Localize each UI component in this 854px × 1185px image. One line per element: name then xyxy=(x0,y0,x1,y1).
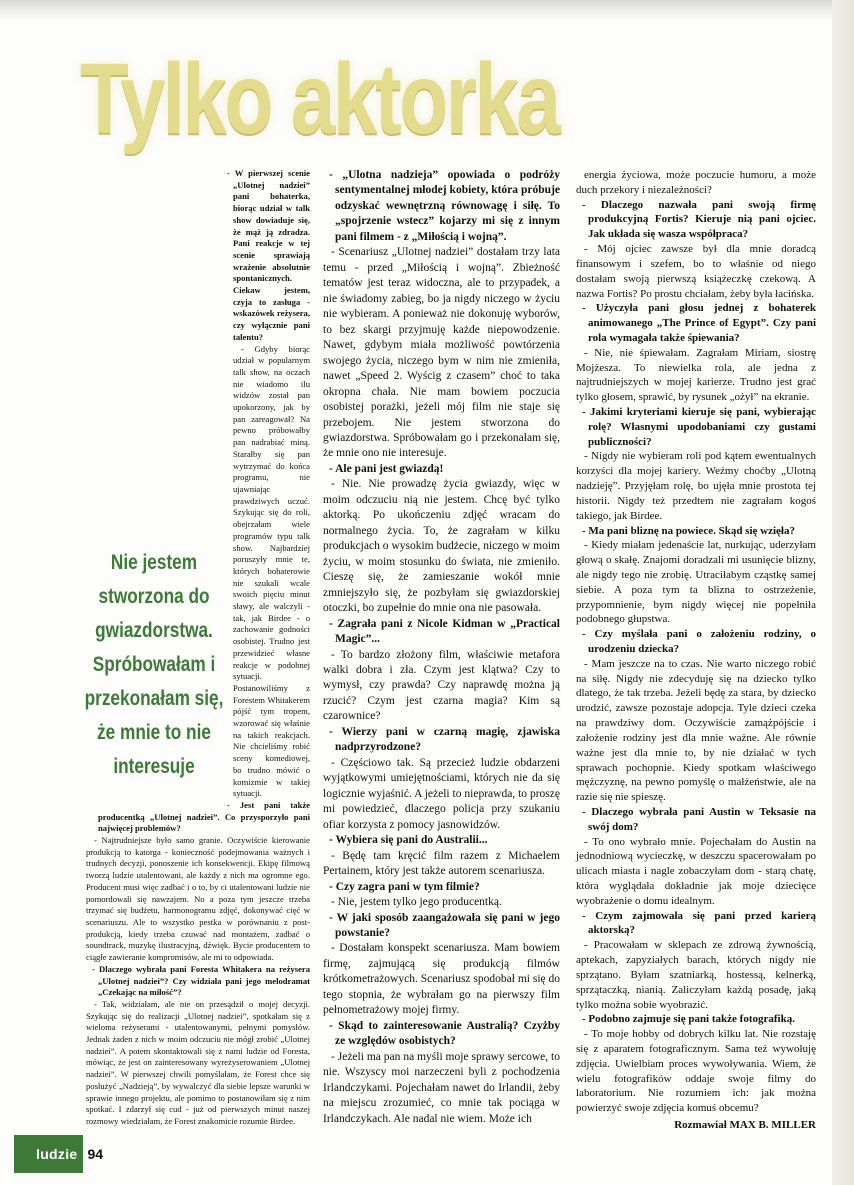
interview-answer: - Kiedy miałam jedenaście lat, nurkując, uderzyłam głową o skałę. Znajomi doradzali mi usunięcie blizny, ale nigdy tego nie zrobię. Utraciłabym cząstkę samej siebie. A poza tym ta blizna to ostrzeżenie, przypomnienie, bym nigdy więcej nie popełniła podobnego głupstwa. xyxy=(576,539,816,626)
interview-question: - Czy myślała pani o założeniu rodziny, o urodzeniu dziecka? xyxy=(582,628,816,655)
pull-quote xyxy=(71,546,229,796)
interview-question: - Dlaczego nazwała pani swoją firmę produkcyjną Fortis? Kieruje nią pani ojciec. Jak układa się wasza współpraca? xyxy=(582,198,816,241)
magazine-name: ludzie xyxy=(36,1146,78,1162)
interview-question: - Jakimi kryteriami kieruje się pani, wybierając rolę? Własnymi upodobaniami czy gustami publiczności? xyxy=(582,406,816,448)
interview-question: - Skąd to zainteresowanie Australią? Czyżby ze względów osobistych? xyxy=(329,1019,560,1048)
interview-question: - Dlaczego wybrała pani Foresta Whitakera na reżysera „Ulotnej nadziei”? Czy widziała pani jego melodramat „Czekając na miłość”? xyxy=(92,963,310,998)
interview-question: - Ale pani jest gwiazdą! xyxy=(329,462,444,475)
interview-question: - Zagrała pani z Nicole Kidman w „Practical Magic”... xyxy=(329,617,560,646)
interview-question: - Czym zajmowała się pani przed karierą aktorską? xyxy=(582,909,816,937)
magazine-logo xyxy=(14,1135,83,1173)
interview-answer: - Nie, jestem tylko jego producentką. xyxy=(331,896,502,909)
right-edge-photo-strip xyxy=(832,0,854,1185)
article-column-3 xyxy=(576,168,816,1133)
interview-question: - Użyczyła pani głosu jednej z bohaterek animowanego „The Prince of Egypt”. Czy pani rola wymagała także śpiewania? xyxy=(582,302,816,344)
page-footer xyxy=(14,1135,103,1173)
interview-answer: - Scenariusz „Ulotnej nadziei” dostałam trzy lata temu - przed „Miłością i wojną”. Zbieżność tematów jest teraz widoczna, ale to przypadek, a nie świadomy zabieg, bo ja nigdy niczego w życiu nie wybieram. A ponieważ nie dokonuję wyborów, to bez skargi przyjmuję każde niepowodzenie. Nawet, gdybym miała możliwość powtórzenia swojego życia, niczego bym w nim nie zmieniła, nawet „Speed 2. Wyścig z czasem” choć to taka okropna chała. Nie mam bowiem poczucia osobistej porażki, jeżeli mój film nie staje się przebojem. Nie jestem stworzona do gwiazdorstwa. Spróbowałam go i przekonałam się, że mnie ono nie interesuje. xyxy=(323,246,560,460)
interview-answer: - Tak, widziałam, ale nie on przesądził o mojej decyzji. Szykując się do realizacji „Ulotnej nadziei”, spotkałam się z wieloma reżyserami - utalentowanymi, pełnymi pomysłów. Jednak żaden z nich w moim odczuciu nie mógł zrobić „Ulotnej nadziei”. A potem skontaktowali się z nami ludzie od Foresta, mówiąc, że jest on zainteresowany wyreżyserowaniem „Ulotnej nadziei”. W pierwszej chwili pomyślałam, że Forest chce się posłużyć „Nadzieją”, by wywalczyć dla siebie lepsze warunki w sprawie innego projektu, ale pomimo to postanowiłam się z nim spotkać. I zdarzył się cud - już od pierwszych minut naszej rozmowy wiedziałam, że Forest znakomicie rozumie Birdee. xyxy=(86,998,310,1126)
article-column-2 xyxy=(323,168,560,1127)
interview-question: - Jest pani także producentką „Ulotnej nadziei”. Co przysporzyło pani najwięcej problemów? xyxy=(98,799,310,834)
interview-question: - Wierzy pani w czarną magię, zjawiska nadprzyrodzone? xyxy=(329,725,560,754)
interview-question: - Podobno zajmuje się pani także fotografiką. xyxy=(582,1013,795,1026)
interview-answer: - Mam jeszcze na to czas. Nie warto niczego robić na siłę. Nigdy nie zdecyduję się na dziecko tylko dlatego, że tak trzeba. Jeżeli będę za stara, by dziecko urodzić, zawsze pozostaje adopcja. Tyle dzieci czeka na prawdziwy dom. Oczywiście zamążpójście i założenie rodziny jest dla mnie ważne. Ale równie ważne jest dla mnie to, by nie działać w tych sprawach pochopnie. Kiedy spotkam właściwego mężczyznę, na pewno pomyślę o małżeństwie, ale na razie się nie spieszę. xyxy=(576,657,816,804)
interview-answer: - Będę tam kręcić film razem z Michaelem Pertainem, który jest także autorem scenariusza. xyxy=(323,849,560,878)
interview-answer: - To bardzo złożony film, właściwie metafora walki dobra i zła. Czym jest klątwa? Czy to wymysł, czy prawda? Czy naprawdę można ją rzucić? Czym jest czarna magia? Kim są czarownice? xyxy=(323,648,560,723)
interview-question: - W jaki sposób zaangażowała się pani w jego powstanie? xyxy=(329,911,560,939)
interview-question: - Ma pani bliznę na powiece. Skąd się wzięła? xyxy=(582,524,795,537)
top-shadow xyxy=(0,0,854,20)
interview-answer: - Nie, nie śpiewałam. Zagrałam Miriam, siostrę Mojżesza. To niewielka rola, ale jedna z najtrudniejszych w mojej karierze. Trudno jest grać tylko głosem, sprawić, by rysunek „ożył” na ekranie. xyxy=(576,346,816,404)
interview-answer: - Pracowałam w sklepach ze zdrową żywnością, aptekach, zapyziałych barach, których nigdy nie sprzątano. Byłam szatniarką, hostessą, kelnerką, sprzątaczką, nianią. Zaliczyłam każdą posadę, jaką tylko można sobie wyobrazić. xyxy=(576,939,816,1011)
interview-question: - Wybiera się pani do Australii... xyxy=(329,834,488,847)
article-column-1 xyxy=(86,168,310,1128)
interview-answer: - Najtrudniejsze było samo granie. Oczywiście kierowanie produkcją to katorga - konieczność podejmowania ważnych i trudnych decyzji, ponoszenie ich konsekwencji. Ekipę filmową tworzą ludzie utalentowani, ale każdy z nich ma ogromne ego. Producent musi więc zadbać i o to, by ci utalentowani ludzie nie pomordowali się nawzajem. No a poza tym jeszcze trzeba trzymać się budżetu, harmonogramu zdjęć, dokonywać cięć w scenariuszu. Ale to wszystko pestka w porównaniu z post-produkcją, kiedy trzeba czuwać nad montażem, zadbać o soundtrack, muzykę ilustracyjną, dźwięk. Bycie producentem to ciągłe zawieranie kompromisów, ale mi to odpowiada. xyxy=(86,835,310,963)
interview-question: - „Ulotna nadzieja” opowiada o podróży sentymentalnej młodej kobiety, która próbuje odzyskać wewnętrzną równowagę i siłę. To „spojrzenie wstecz” kojarzy mi się z innym pani filmem - z „Miłością i wojną”. xyxy=(329,169,560,243)
interview-answer: - Mój ojciec zawsze był dla mnie doradcą finansowym i szefem, bo to właśnie od niego dostałam swoją pierwszą książeczkę czekową. A nazwa Fortis? Po prostu chciałam, żeby była łacińska. xyxy=(576,243,816,300)
interview-answer: - Dostałam konspekt scenariusza. Mam bowiem firmę, zajmującą się produkcją filmów krótkometrażowych. Scenariusz spodobał mi się do tego stopnia, że wybrałam go na pierwszy film pełnometrażowy mojej firmy. xyxy=(323,942,560,1017)
pull-quote-text: Nie jestem stworzona do gwiazdorstwa. Spróbowałam i przekonałam się, że mnie to nie interesuje xyxy=(84,551,224,778)
interview-answer: - Gdyby biorąc udział w popularnym talk show, na oczach nie wiadomo ilu widzów został pan upokorzony, jak by pan zareagował? Na pewno próbowałby pan nadrabiać miną. Starałby się pan wytrzymać do końca programu, nie ujawniając prawdziwych uczuć. Szykując się do roli, obejrzałam wiele programów typu talk show. Najbardziej poruszyły mnie te, których bohaterowie nie szukali wcale swoich pięciu minut sławy, ale walczyli - tak, jak Birdee - o zachowanie godności osobistej. Trudno jest przewidzieć własne reakcje w podobnej sytuacji. Postanowiliśmy z Forestem Whitakerem pójść tym tropem, wzorować się właśnie na takich reakcjach. Nie chcieliśmy robić sceny komediowej, bo trudno mówić o komizmie w takiej sytuacji. xyxy=(233,343,310,799)
interview-answer: - Jeżeli ma pan na myśli moje sprawy sercowe, to nie. Wszyscy moi narzeczeni byli z pochodzenia Irlandczykami. Pojechałam nawet do Irlandii, żeby na miejscu zrozumieć, co mnie tak pociąga w Irlandczykach. Ale nadal nie wiem. Może ich xyxy=(323,1050,560,1125)
article-title: Tylko aktorka xyxy=(80,43,559,155)
interview-answer: - Nie. Nie prowadzę życia gwiazdy, więc w moim odczuciu nią nie jestem. Chcę być tylko aktorką. Po ukończeniu zdjęć wracam do normalnego życia. To, że zagrałam w kilku produkcjach o wysokim budżecie, niczego w moim życiu, w moim stosunku do świata, nie zmieniło. Cieszę się, że zamieszanie wokół mnie zmniejszyło się, że pozbyłam się gwiazdorskiej otoczki, bo zupełnie do mnie ona nie pasowała. xyxy=(323,478,560,615)
interview-answer: - To moje hobby od dobrych kilku lat. Nie rozstaję się z aparatem fotograficznym. Sama też wywołuję zdjęcia. Uwielbiam proces wywoływania. Wiem, że wielu fotografików oddaje swoje filmy do laboratorium. Nie rozumiem ich: jak można powierzyć swoje zdjęcia komuś obcemu? xyxy=(576,1028,816,1115)
author-signature: Rozmawiał MAX B. MILLER xyxy=(674,1119,816,1131)
interview-answer: energia życiowa, może poczucie humoru, a może duch przekory i niezależności? xyxy=(576,169,816,196)
interview-question: - Dlaczego wybrała pani Austin w Teksasie na swój dom? xyxy=(582,805,816,833)
interview-answer: - Nigdy nie wybieram roli pod kątem ewentualnych korzyści dla mojej kariery. Weźmy choćby „Ulotną nadzieję”. Przyjęłam rolę, bo ujęła mnie prostota tej historii. Nigdy też przedtem nie zagrałam kogoś takiego, jak Birdee. xyxy=(576,450,816,522)
interview-answer: - Częściowo tak. Są przecież ludzie obdarzeni wyjątkowymi umiejętnościami, których nie da się logicznie wyjaśnić. A jeżeli to nieprawda, to proszę mi powiedzieć, dlaczego policja przy szukaniu ofiar korzysta z pomocy jasnowidzów. xyxy=(323,756,560,831)
interview-question: - Czy zagra pani w tym filmie? xyxy=(329,880,480,893)
interview-answer: - To ono wybrało mnie. Pojechałam do Austin na jednodniową wycieczkę, w deszczu spacerowałam po ulicach miasta i nagle zobaczyłam dom - starą chatę, która wyglądała dokładnie jak moje dziecięce wyobrażenie o domu idealnym. xyxy=(576,835,816,907)
page-number: 94 xyxy=(87,1146,104,1162)
interview-question: - W pierwszej scenie „Ulotnej nadziei” pani bohaterka, biorąc udział w talk show dowiaduje się, że mąż ją zdradza. Pani reakcje w tej scenie sprawiają wrażenie absolutnie spontanicznych. Ciekaw jestem, czyja to zasługa - wskazówek reżysera, czy wyłącznie pani talentu? xyxy=(227,168,310,342)
